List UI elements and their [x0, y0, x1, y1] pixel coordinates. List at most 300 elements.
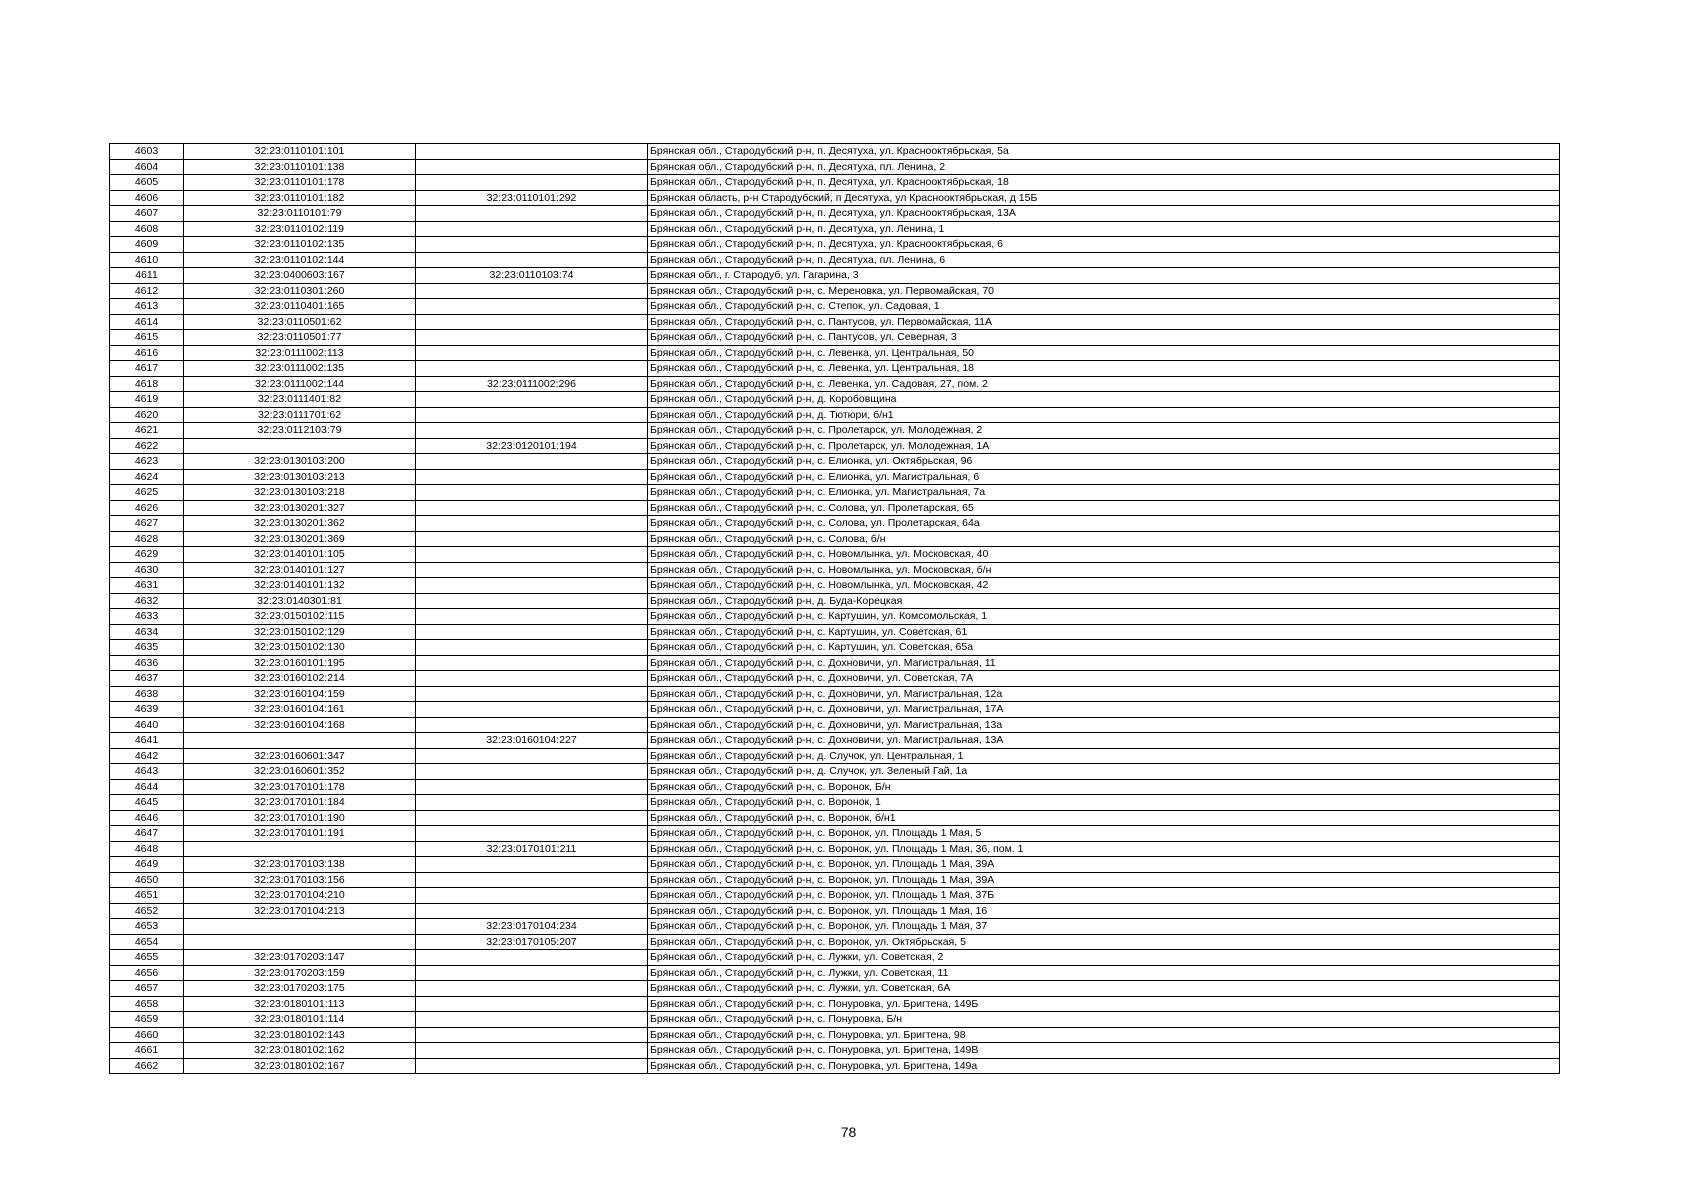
row-number-cell: 4637 — [110, 671, 184, 687]
address-cell: Брянская обл., Стародубский р-н, п. Десятуха, ул. Краснооктябрьская, 13А — [648, 206, 1560, 222]
related-cadastral-number-cell — [416, 221, 648, 237]
cadastral-number-cell: 32:23:0130103:218 — [184, 485, 416, 501]
table-row — [110, 1058, 1560, 1074]
related-cadastral-number-cell — [416, 1027, 648, 1043]
related-cadastral-number-cell — [416, 624, 648, 640]
row-number-cell: 4627 — [110, 516, 184, 532]
address-cell: Брянская обл., Стародубский р-н, с. Дохновичи, ул. Магистральная, 12а — [648, 686, 1560, 702]
table-row — [110, 578, 1560, 594]
row-number-cell: 4625 — [110, 485, 184, 501]
address-cell: Брянская обл., Стародубский р-н, с. Пролетарск, ул. Молодежная, 2 — [648, 423, 1560, 439]
related-cadastral-number-cell — [416, 454, 648, 470]
related-cadastral-number-cell — [416, 361, 648, 377]
row-number-cell: 4624 — [110, 469, 184, 485]
table-row — [110, 392, 1560, 408]
address-cell: Брянская обл., Стародубский р-н, с. Воронок, ул. Площадь 1 Мая, 5 — [648, 826, 1560, 842]
table-row — [110, 779, 1560, 795]
related-cadastral-number-cell — [416, 810, 648, 826]
cadastral-number-cell: 32:23:0400603:167 — [184, 268, 416, 284]
related-cadastral-number-cell — [416, 686, 648, 702]
cadastral-number-cell: 32:23:0110501:77 — [184, 330, 416, 346]
cadastral-number-cell — [184, 934, 416, 950]
address-cell: Брянская обл., Стародубский р-н, с. Дохновичи, ул. Магистральная, 17А — [648, 702, 1560, 718]
cadastral-number-cell: 32:23:0150102:130 — [184, 640, 416, 656]
table-row — [110, 764, 1560, 780]
registry-table-body — [110, 144, 1560, 1074]
address-cell: Брянская обл., Стародубский р-н, с. Понуровка, ул. Бригтена, 98 — [648, 1027, 1560, 1043]
cadastral-number-cell: 32:23:0130201:369 — [184, 531, 416, 547]
related-cadastral-number-cell: 32:23:0111002:296 — [416, 376, 648, 392]
address-cell: Брянская обл., Стародубский р-н, с. Дохновичи, ул. Магистральная, 11 — [648, 655, 1560, 671]
related-cadastral-number-cell: 32:23:0170104:234 — [416, 919, 648, 935]
related-cadastral-number-cell — [416, 314, 648, 330]
related-cadastral-number-cell: 32:23:0160104:227 — [416, 733, 648, 749]
address-cell: Брянская обл., Стародубский р-н, с. Елионка, ул. Магистральная, 7а — [648, 485, 1560, 501]
related-cadastral-number-cell — [416, 144, 648, 160]
related-cadastral-number-cell — [416, 578, 648, 594]
row-number-cell: 4643 — [110, 764, 184, 780]
cadastral-number-cell: 32:23:0130201:362 — [184, 516, 416, 532]
cadastral-number-cell: 32:23:0170101:178 — [184, 779, 416, 795]
related-cadastral-number-cell — [416, 1043, 648, 1059]
address-cell: Брянская обл., Стародубский р-н, с. Лужки, ул. Советская, 2 — [648, 950, 1560, 966]
related-cadastral-number-cell — [416, 888, 648, 904]
cadastral-number-cell: 32:23:0170104:213 — [184, 903, 416, 919]
table-row — [110, 314, 1560, 330]
address-cell: Брянская обл., Стародубский р-н, с. Пантусов, ул. Северная, 3 — [648, 330, 1560, 346]
address-cell: Брянская обл., Стародубский р-н, с. Пантусов, ул. Первомайская, 11А — [648, 314, 1560, 330]
address-cell: Брянская обл., Стародубский р-н, д. Случок, ул. Зеленый Гай, 1а — [648, 764, 1560, 780]
table-row — [110, 593, 1560, 609]
related-cadastral-number-cell — [416, 640, 648, 656]
cadastral-number-cell: 32:23:0160601:347 — [184, 748, 416, 764]
address-cell: Брянская обл., Стародубский р-н, д. Буда-Корецкая — [648, 593, 1560, 609]
cadastral-number-cell: 32:23:0180101:114 — [184, 1012, 416, 1028]
table-row — [110, 531, 1560, 547]
related-cadastral-number-cell — [416, 237, 648, 253]
related-cadastral-number-cell — [416, 717, 648, 733]
address-cell: Брянская обл., Стародубский р-н, с. Воронок, ул. Площадь 1 Мая, 39А — [648, 872, 1560, 888]
related-cadastral-number-cell — [416, 330, 648, 346]
table-row — [110, 733, 1560, 749]
row-number-cell: 4614 — [110, 314, 184, 330]
address-cell: Брянская обл., Стародубский р-н, с. Солова, б/н — [648, 531, 1560, 547]
address-cell: Брянская обл., Стародубский р-н, п. Десятуха, ул. Краснооктябрьская, 18 — [648, 175, 1560, 191]
row-number-cell: 4655 — [110, 950, 184, 966]
row-number-cell: 4646 — [110, 810, 184, 826]
row-number-cell: 4618 — [110, 376, 184, 392]
related-cadastral-number-cell — [416, 950, 648, 966]
address-cell: Брянская обл., Стародубский р-н, с. Понуровка, ул. Бригтена, 149Б — [648, 996, 1560, 1012]
table-row — [110, 872, 1560, 888]
cadastral-number-cell: 32:23:0180102:167 — [184, 1058, 416, 1074]
related-cadastral-number-cell — [416, 175, 648, 191]
related-cadastral-number-cell — [416, 795, 648, 811]
cadastral-number-cell: 32:23:0170203:159 — [184, 965, 416, 981]
cadastral-number-cell: 32:23:0130201:327 — [184, 500, 416, 516]
row-number-cell: 4608 — [110, 221, 184, 237]
address-cell: Брянская обл., Стародубский р-н, с. Воронок, ул. Площадь 1 Мая, 39А — [648, 857, 1560, 873]
table-row — [110, 562, 1560, 578]
related-cadastral-number-cell — [416, 562, 648, 578]
row-number-cell: 4640 — [110, 717, 184, 733]
address-cell: Брянская область, р-н Стародубский, п Десятуха, ул Краснооктябрьская, д 15Б — [648, 190, 1560, 206]
address-cell: Брянская обл., Стародубский р-н, с. Воронок, 1 — [648, 795, 1560, 811]
row-number-cell: 4617 — [110, 361, 184, 377]
related-cadastral-number-cell — [416, 593, 648, 609]
cadastral-number-cell: 32:23:0112103:79 — [184, 423, 416, 439]
address-cell: Брянская обл., Стародубский р-н, с. Солова, ул. Пролетарская, 64а — [648, 516, 1560, 532]
related-cadastral-number-cell — [416, 1012, 648, 1028]
row-number-cell: 4644 — [110, 779, 184, 795]
registry-table — [109, 143, 1560, 1074]
cadastral-number-cell: 32:23:0111401:82 — [184, 392, 416, 408]
related-cadastral-number-cell — [416, 872, 648, 888]
table-row — [110, 237, 1560, 253]
address-cell: Брянская обл., Стародубский р-н, с. Елионка, ул. Октябрьская, 96 — [648, 454, 1560, 470]
row-number-cell: 4654 — [110, 934, 184, 950]
cadastral-number-cell: 32:23:0170101:191 — [184, 826, 416, 842]
address-cell: Брянская обл., Стародубский р-н, с. Картушин, ул. Комсомольская, 1 — [648, 609, 1560, 625]
related-cadastral-number-cell: 32:23:0110101:292 — [416, 190, 648, 206]
address-cell: Брянская обл., Стародубский р-н, д. Случок, ул. Центральная, 1 — [648, 748, 1560, 764]
cadastral-number-cell: 32:23:0170203:175 — [184, 981, 416, 997]
related-cadastral-number-cell — [416, 299, 648, 315]
address-cell: Брянская обл., Стародубский р-н, с. Воронок, Б/н — [648, 779, 1560, 795]
table-row — [110, 485, 1560, 501]
address-cell: Брянская обл., Стародубский р-н, п. Десятуха, ул. Ленина, 1 — [648, 221, 1560, 237]
table-row — [110, 283, 1560, 299]
row-number-cell: 4658 — [110, 996, 184, 1012]
cadastral-number-cell: 32:23:0111701:62 — [184, 407, 416, 423]
address-cell: Брянская обл., Стародубский р-н, с. Пролетарск, ул. Молодежная, 1А — [648, 438, 1560, 454]
row-number-cell: 4639 — [110, 702, 184, 718]
cadastral-number-cell: 32:23:0110101:101 — [184, 144, 416, 160]
cadastral-number-cell: 32:23:0140101:132 — [184, 578, 416, 594]
row-number-cell: 4620 — [110, 407, 184, 423]
table-row — [110, 609, 1560, 625]
cadastral-number-cell: 32:23:0170101:184 — [184, 795, 416, 811]
table-row — [110, 903, 1560, 919]
row-number-cell: 4615 — [110, 330, 184, 346]
related-cadastral-number-cell — [416, 159, 648, 175]
row-number-cell: 4635 — [110, 640, 184, 656]
related-cadastral-number-cell — [416, 671, 648, 687]
address-cell: Брянская обл., Стародубский р-н, с. Новомлынка, ул. Московская, б/н — [648, 562, 1560, 578]
cadastral-number-cell: 32:23:0170103:156 — [184, 872, 416, 888]
table-row — [110, 748, 1560, 764]
row-number-cell: 4623 — [110, 454, 184, 470]
table-row — [110, 407, 1560, 423]
row-number-cell: 4657 — [110, 981, 184, 997]
address-cell: Брянская обл., Стародубский р-н, с. Картушин, ул. Советская, 65а — [648, 640, 1560, 656]
row-number-cell: 4653 — [110, 919, 184, 935]
table-row — [110, 624, 1560, 640]
cadastral-number-cell: 32:23:0130103:200 — [184, 454, 416, 470]
row-number-cell: 4613 — [110, 299, 184, 315]
table-row — [110, 361, 1560, 377]
table-row — [110, 826, 1560, 842]
cadastral-number-cell: 32:23:0110501:62 — [184, 314, 416, 330]
row-number-cell: 4605 — [110, 175, 184, 191]
related-cadastral-number-cell — [416, 407, 648, 423]
cadastral-number-cell: 32:23:0110102:119 — [184, 221, 416, 237]
row-number-cell: 4611 — [110, 268, 184, 284]
related-cadastral-number-cell — [416, 981, 648, 997]
address-cell: Брянская обл., г. Стародуб, ул. Гагарина, 3 — [648, 268, 1560, 284]
related-cadastral-number-cell — [416, 702, 648, 718]
table-row — [110, 206, 1560, 222]
address-cell: Брянская обл., Стародубский р-н, п. Десятуха, ул. Краснооктябрьская, 5а — [648, 144, 1560, 160]
cadastral-number-cell: 32:23:0180102:162 — [184, 1043, 416, 1059]
related-cadastral-number-cell — [416, 965, 648, 981]
related-cadastral-number-cell: 32:23:0110103:74 — [416, 268, 648, 284]
row-number-cell: 4648 — [110, 841, 184, 857]
cadastral-number-cell: 32:23:0170104:210 — [184, 888, 416, 904]
table-row — [110, 888, 1560, 904]
row-number-cell: 4651 — [110, 888, 184, 904]
cadastral-number-cell — [184, 733, 416, 749]
address-cell: Брянская обл., Стародубский р-н, с. Лужки, ул. Советская, 11 — [648, 965, 1560, 981]
address-cell: Брянская обл., Стародубский р-н, с. Дохновичи, ул. Магистральная, 13А — [648, 733, 1560, 749]
table-row — [110, 454, 1560, 470]
table-row — [110, 268, 1560, 284]
row-number-cell: 4647 — [110, 826, 184, 842]
table-row — [110, 841, 1560, 857]
address-cell: Брянская обл., Стародубский р-н, с. Воронок, ул. Октябрьская, 5 — [648, 934, 1560, 950]
table-row — [110, 423, 1560, 439]
related-cadastral-number-cell — [416, 531, 648, 547]
address-cell: Брянская обл., Стародубский р-н, с. Елионка, ул. Магистральная, 6 — [648, 469, 1560, 485]
cadastral-number-cell: 32:23:0110102:135 — [184, 237, 416, 253]
address-cell: Брянская обл., Стародубский р-н, с. Новомлынка, ул. Московская, 40 — [648, 547, 1560, 563]
cadastral-number-cell: 32:23:0140301:81 — [184, 593, 416, 609]
table-row — [110, 144, 1560, 160]
address-cell: Брянская обл., Стародубский р-н, д. Коробовщина — [648, 392, 1560, 408]
table-row — [110, 640, 1560, 656]
related-cadastral-number-cell: 32:23:0170101:211 — [416, 841, 648, 857]
table-row — [110, 671, 1560, 687]
row-number-cell: 4642 — [110, 748, 184, 764]
table-row — [110, 516, 1560, 532]
address-cell: Брянская обл., Стародубский р-н, с. Понуровка, ул. Бригтена, 149а — [648, 1058, 1560, 1074]
related-cadastral-number-cell — [416, 423, 648, 439]
address-cell: Брянская обл., Стародубский р-н, с. Новомлынка, ул. Московская, 42 — [648, 578, 1560, 594]
address-cell: Брянская обл., Стародубский р-н, с. Воронок, ул. Площадь 1 Мая, 36, пом. 1 — [648, 841, 1560, 857]
cadastral-number-cell — [184, 438, 416, 454]
row-number-cell: 4626 — [110, 500, 184, 516]
row-number-cell: 4656 — [110, 965, 184, 981]
row-number-cell: 4636 — [110, 655, 184, 671]
table-row — [110, 965, 1560, 981]
table-row — [110, 717, 1560, 733]
cadastral-number-cell: 32:23:0111002:135 — [184, 361, 416, 377]
cadastral-number-cell: 32:23:0150102:129 — [184, 624, 416, 640]
row-number-cell: 4662 — [110, 1058, 184, 1074]
address-cell: Брянская обл., Стародубский р-н, с. Дохновичи, ул. Магистральная, 13а — [648, 717, 1560, 733]
table-row — [110, 438, 1560, 454]
address-cell: Брянская обл., Стародубский р-н, с. Картушин, ул. Советская, 61 — [648, 624, 1560, 640]
row-number-cell: 4609 — [110, 237, 184, 253]
address-cell: Брянская обл., Стародубский р-н, с. Понуровка, Б/н — [648, 1012, 1560, 1028]
table-row — [110, 299, 1560, 315]
cadastral-number-cell: 32:23:0180102:143 — [184, 1027, 416, 1043]
cadastral-number-cell: 32:23:0110101:182 — [184, 190, 416, 206]
row-number-cell: 4641 — [110, 733, 184, 749]
address-cell: Брянская обл., Стародубский р-н, с. Солова, ул. Пролетарская, 65 — [648, 500, 1560, 516]
row-number-cell: 4652 — [110, 903, 184, 919]
table-row — [110, 190, 1560, 206]
table-row — [110, 175, 1560, 191]
table-row — [110, 547, 1560, 563]
table-row — [110, 221, 1560, 237]
table-row — [110, 950, 1560, 966]
row-number-cell: 4661 — [110, 1043, 184, 1059]
related-cadastral-number-cell — [416, 857, 648, 873]
row-number-cell: 4631 — [110, 578, 184, 594]
table-row — [110, 252, 1560, 268]
row-number-cell: 4616 — [110, 345, 184, 361]
row-number-cell: 4650 — [110, 872, 184, 888]
row-number-cell: 4622 — [110, 438, 184, 454]
table-row — [110, 345, 1560, 361]
related-cadastral-number-cell — [416, 206, 648, 222]
related-cadastral-number-cell — [416, 516, 648, 532]
row-number-cell: 4607 — [110, 206, 184, 222]
cadastral-number-cell: 32:23:0110101:178 — [184, 175, 416, 191]
related-cadastral-number-cell — [416, 764, 648, 780]
related-cadastral-number-cell: 32:23:0120101:194 — [416, 438, 648, 454]
cadastral-number-cell: 32:23:0170203:147 — [184, 950, 416, 966]
table-row — [110, 810, 1560, 826]
table-row — [110, 469, 1560, 485]
row-number-cell: 4621 — [110, 423, 184, 439]
related-cadastral-number-cell — [416, 500, 648, 516]
address-cell: Брянская обл., Стародубский р-н, п. Десятуха, пл. Ленина, 2 — [648, 159, 1560, 175]
address-cell: Брянская обл., Стародубский р-н, с. Левенка, ул. Садовая, 27, пом. 2 — [648, 376, 1560, 392]
cadastral-number-cell: 32:23:0160601:352 — [184, 764, 416, 780]
table-row — [110, 1043, 1560, 1059]
cadastral-number-cell: 32:23:0180101:113 — [184, 996, 416, 1012]
address-cell: Брянская обл., Стародубский р-н, с. Левенка, ул. Центральная, 50 — [648, 345, 1560, 361]
cadastral-number-cell: 32:23:0160104:159 — [184, 686, 416, 702]
address-cell: Брянская обл., Стародубский р-н, с. Степок, ул. Садовая, 1 — [648, 299, 1560, 315]
cadastral-number-cell: 32:23:0130103:213 — [184, 469, 416, 485]
table-row — [110, 655, 1560, 671]
related-cadastral-number-cell — [416, 469, 648, 485]
address-cell: Брянская обл., Стародубский р-н, п. Десятуха, ул. Краснооктябрьская, 6 — [648, 237, 1560, 253]
table-row — [110, 376, 1560, 392]
related-cadastral-number-cell — [416, 1058, 648, 1074]
cadastral-number-cell: 32:23:0110301:260 — [184, 283, 416, 299]
table-row — [110, 500, 1560, 516]
related-cadastral-number-cell — [416, 345, 648, 361]
cadastral-number-cell: 32:23:0140101:105 — [184, 547, 416, 563]
address-cell: Брянская обл., Стародубский р-н, с. Лужки, ул. Советская, 6А — [648, 981, 1560, 997]
cadastral-number-cell: 32:23:0170101:190 — [184, 810, 416, 826]
related-cadastral-number-cell: 32:23:0170105:207 — [416, 934, 648, 950]
row-number-cell: 4633 — [110, 609, 184, 625]
related-cadastral-number-cell — [416, 903, 648, 919]
row-number-cell: 4649 — [110, 857, 184, 873]
related-cadastral-number-cell — [416, 547, 648, 563]
table-row — [110, 330, 1560, 346]
table-row — [110, 795, 1560, 811]
row-number-cell: 4612 — [110, 283, 184, 299]
address-cell: Брянская обл., Стародубский р-н, д. Тютюри, б/н1 — [648, 407, 1560, 423]
row-number-cell: 4628 — [110, 531, 184, 547]
row-number-cell: 4630 — [110, 562, 184, 578]
row-number-cell: 4638 — [110, 686, 184, 702]
table-row — [110, 159, 1560, 175]
table-row — [110, 1012, 1560, 1028]
cadastral-number-cell: 32:23:0111002:144 — [184, 376, 416, 392]
row-number-cell: 4606 — [110, 190, 184, 206]
row-number-cell: 4660 — [110, 1027, 184, 1043]
cadastral-number-cell: 32:23:0160104:161 — [184, 702, 416, 718]
row-number-cell: 4659 — [110, 1012, 184, 1028]
related-cadastral-number-cell — [416, 392, 648, 408]
cadastral-number-cell: 32:23:0160101:195 — [184, 655, 416, 671]
address-cell: Брянская обл., Стародубский р-н, с. Понуровка, ул. Бригтена, 149В — [648, 1043, 1560, 1059]
table-row — [110, 857, 1560, 873]
address-cell: Брянская обл., Стародубский р-н, с. Левенка, ул. Центральная, 18 — [648, 361, 1560, 377]
address-cell: Брянская обл., Стародубский р-н, с. Мереновка, ул. Первомайская, 70 — [648, 283, 1560, 299]
table-row — [110, 686, 1560, 702]
address-cell: Брянская обл., Стародубский р-н, с. Дохновичи, ул. Советская, 7А — [648, 671, 1560, 687]
address-cell: Брянская обл., Стародубский р-н, с. Воронок, ул. Площадь 1 Мая, 37 — [648, 919, 1560, 935]
row-number-cell: 4645 — [110, 795, 184, 811]
cadastral-number-cell: 32:23:0160104:168 — [184, 717, 416, 733]
cadastral-number-cell: 32:23:0170103:138 — [184, 857, 416, 873]
related-cadastral-number-cell — [416, 826, 648, 842]
cadastral-number-cell: 32:23:0140101:127 — [184, 562, 416, 578]
address-cell: Брянская обл., Стародубский р-н, с. Воронок, б/н1 — [648, 810, 1560, 826]
related-cadastral-number-cell — [416, 283, 648, 299]
page-number: 78 — [840, 1124, 857, 1140]
cadastral-number-cell — [184, 919, 416, 935]
cadastral-number-cell: 32:23:0110102:144 — [184, 252, 416, 268]
related-cadastral-number-cell — [416, 779, 648, 795]
address-cell: Брянская обл., Стародубский р-н, п. Десятуха, пл. Ленина, 6 — [648, 252, 1560, 268]
table-row — [110, 702, 1560, 718]
table-row — [110, 996, 1560, 1012]
related-cadastral-number-cell — [416, 485, 648, 501]
row-number-cell: 4610 — [110, 252, 184, 268]
table-row — [110, 981, 1560, 997]
cadastral-number-cell: 32:23:0110401:165 — [184, 299, 416, 315]
row-number-cell: 4619 — [110, 392, 184, 408]
cadastral-number-cell: 32:23:0150102:115 — [184, 609, 416, 625]
table-row — [110, 919, 1560, 935]
table-row — [110, 934, 1560, 950]
row-number-cell: 4629 — [110, 547, 184, 563]
row-number-cell: 4604 — [110, 159, 184, 175]
related-cadastral-number-cell — [416, 748, 648, 764]
related-cadastral-number-cell — [416, 996, 648, 1012]
row-number-cell: 4634 — [110, 624, 184, 640]
cadastral-number-cell — [184, 841, 416, 857]
cadastral-number-cell: 32:23:0110101:79 — [184, 206, 416, 222]
table-row — [110, 1027, 1560, 1043]
address-cell: Брянская обл., Стародубский р-н, с. Воронок, ул. Площадь 1 Мая, 16 — [648, 903, 1560, 919]
address-cell: Брянская обл., Стародубский р-н, с. Воронок, ул. Площадь 1 Мая, 37Б — [648, 888, 1560, 904]
related-cadastral-number-cell — [416, 655, 648, 671]
related-cadastral-number-cell — [416, 609, 648, 625]
related-cadastral-number-cell — [416, 252, 648, 268]
cadastral-number-cell: 32:23:0160102:214 — [184, 671, 416, 687]
cadastral-number-cell: 32:23:0111002:113 — [184, 345, 416, 361]
